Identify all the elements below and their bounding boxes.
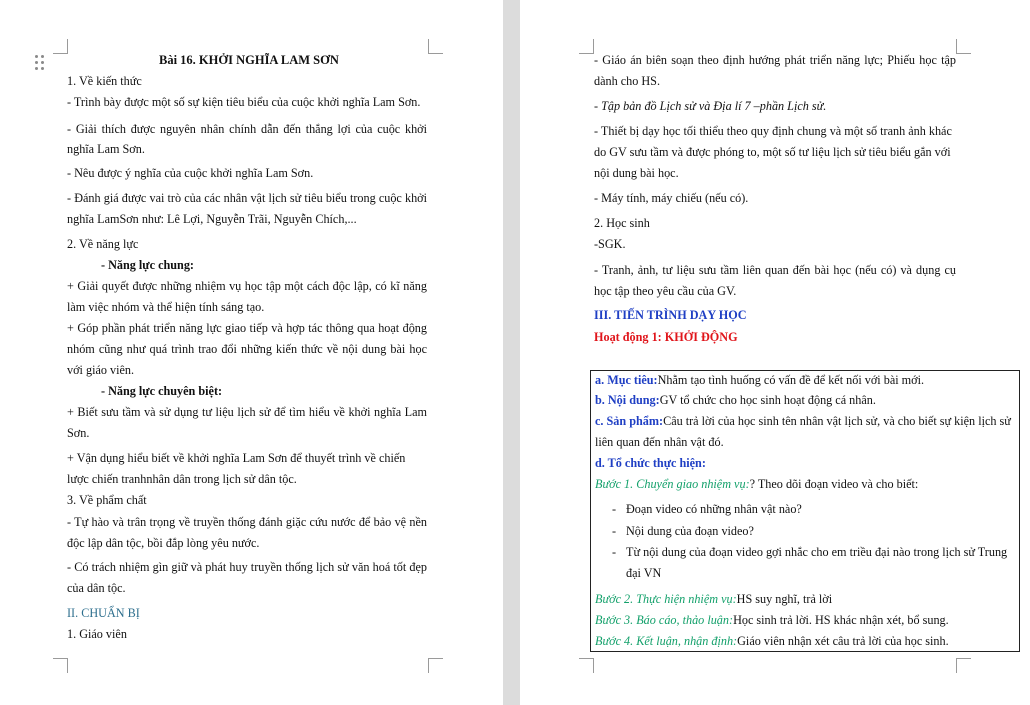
step4-row [595,634,949,648]
goal-row [595,373,924,387]
document-page-left [0,0,503,705]
table-move-handle-icon[interactable] [35,55,45,71]
paragraph-line: - Tự hào và trân trọng về truyền thống đánh giặc cứu nước để bảo vệ nền [67,515,427,529]
step3-row [595,613,949,627]
step2-row [595,592,832,606]
paragraph-line: - Giáo án biên soạn theo định hướng phát triển năng lực; Phiếu học tập [594,53,956,67]
paragraph-line: - Đánh giá được vai trò của các nhân vật lịch sử tiêu biểu trong cuộc khởi [67,191,427,205]
paragraph-line: - Trình bày được một số sự kiện tiêu biểu của cuộc khởi nghĩa Lam Sơn. [67,95,421,109]
step2-text: HS suy nghĩ, trả lời [736,592,833,606]
goal-text: Nhằm tạo tình huống có vấn đề để kết nối với bài mới. [657,373,925,387]
product-row [595,414,1011,428]
crop-mark [579,658,594,673]
crop-mark [956,39,971,54]
paragraph-line: Sơn. [67,426,90,440]
subsection-heading: - Năng lực chuyên biệt: [101,384,223,398]
section-heading: 2. Về năng lực [67,237,139,251]
paragraph-line: độc lập dân tộc, bồi đắp lòng yêu nước. [67,536,260,550]
organization-label: d. Tổ chức thực hiện: [595,456,706,470]
step3-label: Bước 3. Báo cáo, thảo luận: [595,613,734,627]
content-row [595,393,876,407]
paragraph-line: dành cho HS. [594,74,661,88]
step2-label: Bước 2. Thực hiện nhiệm vụ: [595,592,737,606]
crop-mark [428,658,443,673]
paragraph-line: - Tập bản đồ Lịch sử và Địa lí 7 –phần Lịch sử. [594,99,827,113]
product-text: Câu trả lời của học sinh tên nhân vật lịch sử, và cho biết sự kiện lịch sử [663,414,1011,428]
section-heading: 2. Học sinh [594,216,650,230]
goal-label: a. Mục tiêu: [595,373,658,387]
paragraph-line: -SGK. [594,237,626,251]
content-label: b. Nội dung: [595,393,660,407]
list-item: - Nội dung của đoạn video? [626,524,754,538]
lesson-title: Bài 16. KHỞI NGHĨA LAM SƠN [159,53,339,67]
paragraph-line: với giáo viên. [67,363,135,377]
crop-mark [53,39,68,54]
crop-mark [579,39,594,54]
step4-text: Giáo viên nhận xét câu trả lời của học sinh. [737,634,949,648]
subsection-heading: - Năng lực chung: [101,258,194,272]
section-heading: III. TIẾN TRÌNH DẠY HỌC [594,308,747,322]
paragraph-line: + Vận dụng hiểu biết về khởi nghĩa Lam Sơn để thuyết trình về chiến [67,451,406,465]
crop-mark [428,39,443,54]
step4-label: Bước 4. Kết luận, nhận định: [595,634,738,648]
paragraph-line: - Nêu được ý nghĩa của cuộc khởi nghĩa Lam Sơn. [67,166,314,180]
section-heading: 3. Về phẩm chất [67,493,147,507]
step3-text: Học sinh trả lời. HS khác nhận xét, bổ sung. [733,613,949,627]
section-heading: 1. Giáo viên [67,627,127,641]
paragraph-line: + Góp phần phát triển năng lực giao tiếp và hợp tác thông qua hoạt động [67,321,427,335]
crop-mark [956,658,971,673]
paragraph-line: của dân tộc. [67,581,126,595]
paragraph-line: - Giải thích được nguyên nhân chính dẫn đến thắng lợi của cuộc khởi [67,122,427,136]
paragraph-line: nghĩa LamSơn như: Lê Lợi, Nguyễn Trãi, Nguyễn Chích,... [67,212,357,226]
list-item-continuation: đại VN [626,566,662,580]
paragraph-line: + Giải quyết được những nhiệm vụ học tập một cách độc lập, có kĩ năng [67,279,427,293]
paragraph-line: nội dung bài học. [594,166,679,180]
activity-table [590,370,1020,652]
section-heading: 1. Về kiến thức [67,74,142,88]
crop-mark [53,658,68,673]
paragraph-line: làm việc nhóm và thể hiện tính sáng tạo. [67,300,265,314]
paragraph-line: lược chiến tranhnhân dân trong lịch sử dân tộc. [67,472,297,486]
paragraph-line: - Tranh, ảnh, tư liệu sưu tầm liên quan đến bài học (nếu có) và dụng cụ [594,263,956,277]
paragraph-line: liên quan đến nhân vật đó. [595,435,724,449]
paragraph-line: nhóm cũng như quá trình trao đổi những kiến thức về nội dung bài học [67,342,427,356]
list-item: - Từ nội dung của đoạn video gợi nhắc cho em triều đại nào trong lịch sử Trung [626,545,1007,559]
content-text: GV tổ chức cho học sinh hoạt động cá nhân. [659,393,876,407]
activity-heading: Hoạt động 1: KHỞI ĐỘNG [594,330,738,344]
paragraph-line: + Biết sưu tầm và sử dụng tư liệu lịch sử để tìm hiểu về khởi nghĩa Lam [67,405,427,419]
step1-row [595,477,918,491]
paragraph-line: - Có trách nhiệm gìn giữ và phát huy truyền thống lịch sử văn hoá tốt đẹp [67,560,427,574]
product-label: c. Sản phẩm: [595,414,664,428]
section-heading: II. CHUẨN BỊ [67,606,140,620]
paragraph-line: - Máy tính, máy chiếu (nếu có). [594,191,749,205]
list-item: - Đoạn video có những nhân vật nào? [626,502,802,516]
paragraph-line: - Thiết bị dạy học tối thiểu theo quy định chung và một số tranh ảnh khác [594,124,952,138]
step1-text: ? Theo dõi đoạn video và cho biết: [749,477,919,491]
paragraph-line: học tập theo yêu cầu của GV. [594,284,737,298]
page-gap [503,0,520,705]
document-page-right [520,0,1030,705]
paragraph-line: nghĩa Lam Sơn. [67,142,145,156]
step1-label: Bước 1. Chuyển giao nhiệm vụ: [595,477,750,491]
paragraph-line: do GV sưu tầm và được phóng to, một số tư liệu lịch sử tiêu biểu gắn với [594,145,951,159]
